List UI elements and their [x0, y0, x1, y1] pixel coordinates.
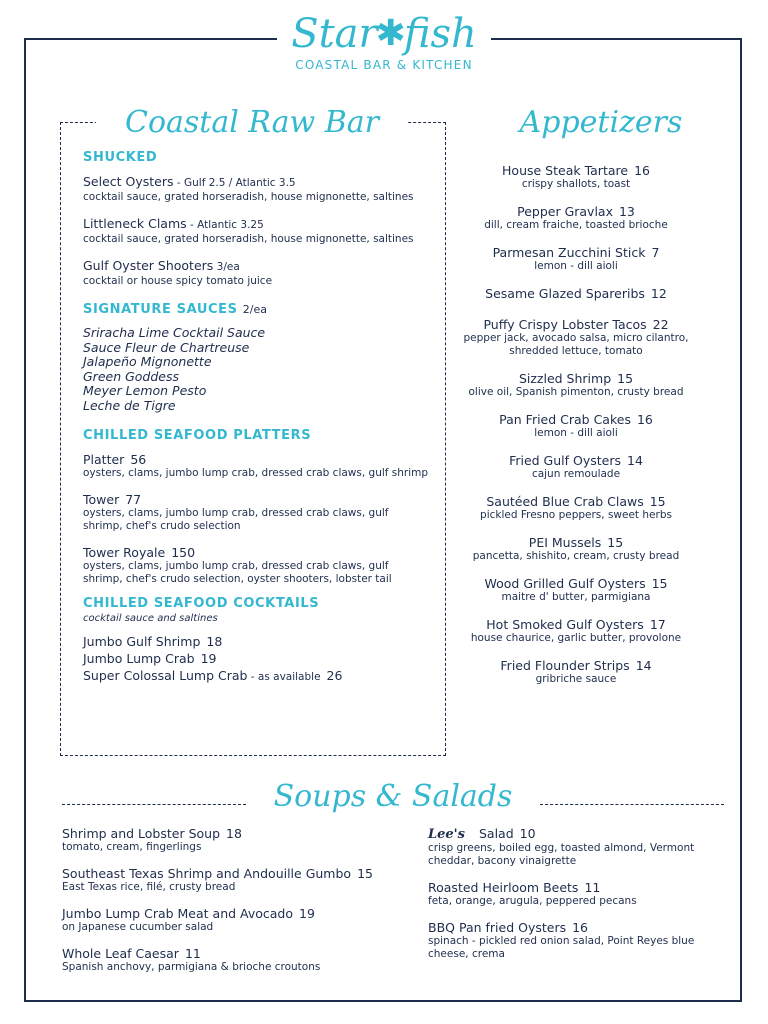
item-description: maitre d' butter, parmigiana: [501, 591, 651, 603]
item-description: cajun remoulade: [531, 468, 621, 480]
sauce-item: Sriracha Lime Cocktail Sauce: [83, 325, 266, 340]
item-detail: - Atlantic 3.25: [186, 219, 264, 231]
item-description: oysters, clams, jumbo lump crab, dressed crab claws, gulf shrimp, chef's crudo selection: [83, 506, 389, 532]
soups-rule-right: [540, 804, 724, 805]
item-name: Wood Grilled Gulf Oysters: [484, 576, 646, 591]
item-description: gribriche sauce: [535, 673, 617, 685]
soups-title: Soups & Salads: [273, 779, 513, 814]
item-name: Super Colossal Lump Crab: [83, 667, 248, 683]
item-description: oysters, clams, jumbo lump crab, dressed crab claws, gulf shrimp: [83, 466, 429, 479]
cocktail-item: [83, 634, 429, 651]
platters-heading: CHILLED SEAFOOD PLATTERS: [83, 427, 312, 443]
item-name: Tower Royale: [83, 544, 166, 560]
item-price: 77: [125, 491, 142, 507]
menu-item: [62, 906, 412, 934]
item-price: 56: [130, 451, 147, 467]
raw-bar-content: [83, 150, 429, 685]
menu-item: [62, 946, 412, 974]
item-price: 7: [651, 245, 660, 260]
sauce-item: Jalapeño Mignonette: [83, 354, 212, 370]
item-name: Littleneck Clams: [83, 216, 187, 231]
item-description: cocktail sauce, grated horseradish, house mignonette, saltines: [83, 233, 414, 245]
item-price: 15: [357, 866, 373, 881]
item-price: 18: [206, 633, 223, 649]
brand-header: [0, 12, 768, 72]
menu-item: [62, 866, 412, 894]
menu-item: [462, 576, 690, 604]
menu-item: [462, 453, 690, 481]
item-price: 11: [584, 880, 601, 895]
item-price: 11: [184, 946, 201, 961]
item-name: Platter: [83, 451, 125, 467]
item-price: 13: [618, 204, 635, 219]
item-detail: - Gulf 2.5 / Atlantic 3.5: [173, 177, 296, 189]
item-description: pepper jack, avocado salsa, micro cilantro, shredded lettuce, tomato: [463, 332, 689, 357]
sauces-heading: [83, 302, 429, 318]
item-name: Parmesan Zucchini Stick: [492, 245, 646, 260]
item-name: Sautéed Blue Crab Claws: [486, 494, 644, 509]
item-name: Jumbo Lump Crab Meat and Avocado: [62, 906, 294, 921]
item-price: 22: [652, 317, 669, 332]
item-description: house chaurice, garlic butter, provolone: [470, 632, 682, 644]
item-name: House Steak Tartare: [502, 163, 629, 178]
item-description: lemon - dill aioli: [534, 427, 618, 439]
item-price: 10: [519, 826, 536, 841]
menu-item: [462, 617, 690, 645]
item-price: 15: [651, 576, 668, 591]
item-description: cocktail or house spicy tomato juice: [83, 275, 273, 287]
soups-right-column: [428, 826, 728, 973]
cocktails-subheading: cocktail sauce and saltines: [83, 612, 218, 624]
item-name: Southeast Texas Shrimp and Andouille Gumbo: [62, 866, 352, 881]
item-name: Fried Gulf Oysters: [509, 453, 622, 468]
menu-item: [428, 826, 728, 868]
item-name: BBQ Pan fried Oysters: [428, 920, 567, 935]
sauces-heading-text: SIGNATURE SAUCES: [83, 302, 238, 317]
item-price: 14: [635, 658, 652, 673]
appetizers-title: Appetizers: [519, 105, 683, 140]
item-description: pickled Fresno peppers, sweet herbs: [480, 509, 672, 521]
item-name: Whole Leaf Caesar: [62, 946, 179, 961]
appetizers-list: [462, 163, 690, 699]
item-price: 19: [200, 650, 217, 666]
item-description: spinach - pickled red onion salad, Point Reyes blue cheese, crema: [428, 935, 695, 960]
item-name: Shrimp and Lobster Soup: [62, 826, 221, 841]
item-price: 12: [650, 286, 667, 301]
item-price: 14: [627, 453, 643, 468]
brand-name-part2: fish: [403, 11, 477, 57]
item-name: Hot Smoked Gulf Oysters: [486, 617, 644, 632]
menu-item: [428, 920, 728, 961]
item-price: 17: [649, 617, 666, 632]
menu-item: [428, 880, 728, 908]
item-price: 16: [636, 412, 653, 427]
menu-item: [462, 286, 690, 301]
cocktails-heading: CHILLED SEAFOOD COCKTAILS: [83, 595, 320, 611]
menu-item: [462, 658, 690, 686]
item-price: 18: [226, 826, 242, 841]
item-price: 15: [617, 371, 634, 386]
menu-item: [462, 317, 690, 358]
item-description: pancetta, shishito, cream, crusty bread: [472, 550, 680, 562]
menu-item: [462, 535, 690, 563]
item-description: crisp greens, boiled egg, toasted almond, Vermont cheddar, bacony vinaigrette: [428, 842, 695, 867]
item-name: Tower: [83, 491, 120, 507]
item-name: Jumbo Gulf Shrimp: [83, 633, 201, 649]
cocktail-item: [83, 668, 429, 685]
item-price: 19: [299, 906, 315, 921]
item-name: Jumbo Lump Crab: [83, 650, 195, 666]
item-detail: 3/ea: [213, 261, 240, 273]
menu-item: [83, 492, 429, 533]
menu-item: [462, 245, 690, 273]
brand-subtitle: COASTAL BAR & KITCHEN: [295, 58, 473, 72]
sauces-price: 2/ea: [242, 303, 267, 316]
item-description: feta, orange, arugula, peppered pecans: [428, 895, 637, 907]
item-description: lemon - dill aioli: [534, 260, 618, 272]
item-name: Sesame Glazed Spareribs: [485, 286, 645, 301]
item-price: 16: [572, 920, 589, 935]
item-price: 15: [649, 494, 666, 509]
cocktail-item: [83, 651, 429, 668]
item-price: 26: [326, 667, 343, 683]
menu-item: [462, 371, 690, 399]
item-name: Gulf Oyster Shooters: [83, 258, 214, 273]
item-name: Select Oysters: [83, 174, 174, 189]
menu-item: [462, 163, 690, 191]
item-description: olive oil, Spanish pimenton, crusty bread: [468, 386, 684, 398]
starfish-logo: [277, 12, 491, 56]
raw-bar-title: Coastal Raw Bar: [96, 104, 408, 142]
menu-item: [83, 258, 429, 288]
starfish-icon: ✱: [375, 13, 406, 54]
item-name: Fried Flounder Strips: [500, 658, 630, 673]
item-description: crispy shallots, toast: [521, 178, 631, 190]
item-note: - as available: [247, 670, 321, 683]
item-description: cocktail sauce, grated horseradish, house mignonette, saltines: [83, 191, 414, 203]
item-name: PEI Mussels: [528, 535, 602, 550]
sauce-item: Sauce Fleur de Chartreuse: [83, 339, 250, 355]
menu-item: [83, 216, 429, 246]
item-name: Pepper Gravlax: [517, 204, 613, 219]
item-price: 15: [607, 535, 624, 550]
sauce-item: Meyer Lemon Pesto: [83, 383, 207, 399]
item-description: East Texas rice, filé, crusty bread: [62, 881, 236, 893]
menu-item: [83, 174, 429, 204]
item-name: Roasted Heirloom Beets: [428, 880, 579, 895]
item-description: oysters, clams, jumbo lump crab, dressed crab claws, gulf shrimp, chef's crudo selection, oyster shooters, lobster tail: [83, 559, 392, 585]
menu-item: [462, 412, 690, 440]
brand-name-part1: Star: [291, 11, 378, 57]
item-name: Pan Fried Crab Cakes: [499, 412, 631, 427]
item-name: Sizzled Shrimp: [518, 371, 612, 386]
item-name: Puffy Crispy Lobster Tacos: [483, 317, 647, 332]
lees-brand: Lee's: [428, 827, 465, 842]
sauce-item: Leche de Tigre: [83, 397, 176, 413]
soups-rule-left: [62, 804, 246, 805]
item-name: Salad: [478, 826, 514, 841]
soups-left-column: [62, 826, 412, 986]
sauce-item: Green Goddess: [83, 368, 180, 384]
menu-item: [62, 826, 412, 854]
item-description: dill, cream fraiche, toasted brioche: [484, 219, 668, 231]
shucked-heading: SHUCKED: [83, 150, 158, 165]
item-description: on Japanese cucumber salad: [62, 921, 214, 933]
item-price: 16: [634, 163, 650, 178]
menu-item: [462, 204, 690, 232]
item-price: 150: [171, 544, 196, 560]
sauce-list: [83, 326, 429, 414]
menu-item: [83, 452, 429, 480]
item-description: Spanish anchovy, parmigiana & brioche croutons: [62, 961, 321, 973]
menu-item: [83, 545, 429, 586]
item-description: tomato, cream, fingerlings: [62, 841, 202, 853]
menu-item: [462, 494, 690, 522]
